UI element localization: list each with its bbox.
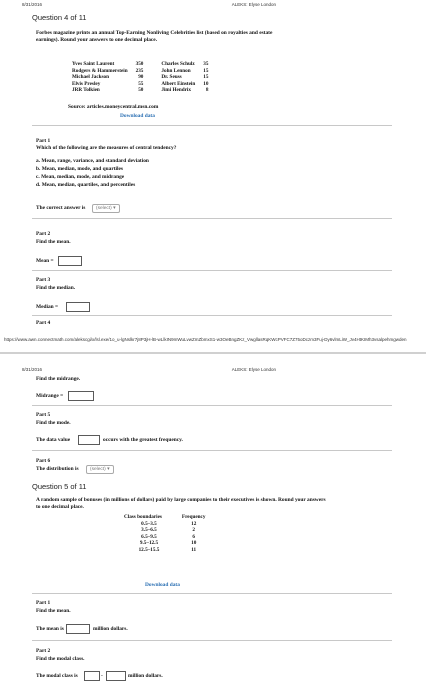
download-data-link[interactable]: Download data — [145, 582, 180, 588]
table-row: 0.5–3.5 12 — [141, 520, 197, 527]
q5-part-1-question: Find the mean. — [36, 608, 71, 614]
divider — [32, 405, 392, 406]
modal-class-upper-input[interactable] — [106, 671, 126, 681]
correct-answer-select[interactable]: (select) ▾ — [92, 204, 120, 213]
download-data-link[interactable]: Download data — [120, 113, 155, 119]
option-b: b. Mean, median, mode, and quartiles — [36, 166, 124, 172]
mean-input[interactable] — [58, 256, 82, 266]
q5-mean-input[interactable] — [66, 624, 90, 634]
median-input[interactable] — [66, 302, 90, 312]
question-5-intro: A random sample of bonuses (in millions of dollars) paid by large companies to their executives is shown. Round your answers to one decimal place. — [36, 497, 326, 510]
part-1-title: Part 1 — [36, 138, 51, 144]
table-row: Elvis Presley 55 Albert Einstein 10 — [72, 80, 209, 87]
modal-class-dash: - — [101, 673, 103, 679]
divider — [32, 593, 392, 594]
q5-part-2-title: Part 2 — [36, 648, 51, 654]
table-source: Source: articles.moneycentral.msn.com — [68, 104, 159, 110]
page2-app-title: ALEKS: Elyse London — [231, 367, 276, 372]
question-4-title: Question 4 of 11 — [32, 13, 87, 22]
part-2-title: Part 2 — [36, 231, 51, 237]
mean-label: Mean = — [36, 258, 54, 264]
mean-is-label: The mean is — [36, 626, 64, 632]
divider — [32, 270, 392, 271]
page-separator — [0, 352, 426, 354]
distribution-select[interactable]: (select) ▾ — [86, 465, 114, 474]
part-1-question: Which of the following are the measures of central tendency? — [36, 145, 177, 151]
table-row: 12.5–15.5 11 — [138, 546, 197, 553]
option-c: c. Mean, median, mode, and midrange — [36, 174, 125, 180]
modal-class-label: The modal class is — [36, 673, 78, 679]
celebrity-table — [68, 61, 212, 94]
q5-part-1-title: Part 1 — [36, 600, 51, 606]
option-d: d. Mean, median, quartiles, and percentiles — [36, 182, 136, 188]
table-row: 6.5–9.5 6 — [141, 533, 195, 540]
midrange-label: Midrange = — [36, 393, 64, 399]
divider — [32, 640, 392, 641]
question-4-intro: Forbes magazine prints an annual Top-Earning Nonliving Celebrities list (based on royalties and estate earnings). Round your answers to one decimal place. — [36, 30, 273, 43]
divider — [32, 218, 392, 219]
divider — [32, 125, 392, 126]
q5-part-2-question: Find the modal class. — [36, 656, 85, 662]
page1-url-footer: https://www.awn.connectmath.com/alekscgi/x/lsl.exe/1o_u-lgNslkr7j8P3jH-lB-wLlkIN9mWuLvwZmZbmxS1-w3OeBngZKz_VwgllasRqKWcPVFC7Z75oDczm3Fuj-Dy6vlmLiW_Jv4HtKIMh3vsalpehmgwden — [4, 337, 407, 342]
table-row: 9.5–12.5 10 — [139, 540, 197, 547]
chevron-down-icon: ▾ — [113, 206, 116, 211]
correct-answer-label: The correct answer is — [36, 205, 86, 211]
part-4-title: Part 4 — [36, 320, 51, 326]
chevron-down-icon: ▾ — [107, 467, 110, 472]
divider — [32, 450, 392, 451]
page2-header — [0, 365, 426, 375]
page1-header — [0, 0, 426, 10]
median-label: Median = — [36, 304, 59, 310]
divider — [32, 315, 392, 316]
part-6-title: Part 6 — [36, 458, 51, 464]
part-5-title: Part 5 — [36, 412, 51, 418]
data-value-label: The data value — [36, 437, 71, 443]
data-value-suffix: occurs with the greatest frequency. — [103, 437, 183, 443]
col-header-class-boundaries: Class boundaries — [124, 514, 162, 520]
modal-suffix: million dollars. — [128, 673, 163, 679]
table-row: Michael Jackson 90 Dr. Seuss 15 — [72, 74, 209, 81]
table-row: Rodgers & Hammerstein 235 John Lennon 15 — [72, 67, 209, 74]
page1-app-title: ALEKS: Elyse London — [231, 2, 276, 7]
midrange-input[interactable] — [68, 391, 94, 401]
part-3-title: Part 3 — [36, 277, 51, 283]
part-3-question: Find the median. — [36, 285, 76, 291]
page1-date: 8/31/2016 — [22, 2, 43, 7]
part-4-question: Find the midrange. — [36, 376, 81, 382]
part-5-question: Find the mode. — [36, 420, 71, 426]
question-5-title: Question 5 of 11 — [32, 482, 87, 491]
mean-suffix: million dollars. — [93, 626, 128, 632]
bonus-frequency-table — [120, 514, 209, 554]
table-row: Yves Saint Laurent 350 Charles Schulz 35 — [72, 61, 209, 67]
page2-date: 8/31/2016 — [22, 367, 43, 372]
distribution-label: The distribution is — [36, 466, 79, 472]
table-row: JRR Tolkien 50 Jimi Hendrix 8 — [72, 87, 209, 94]
table-row: 3.5–6.5 2 — [141, 527, 195, 534]
option-a: a. Mean, range, variance, and standard deviation — [36, 158, 149, 164]
part-2-question: Find the mean. — [36, 239, 71, 245]
mode-input[interactable] — [78, 435, 100, 445]
modal-class-lower-input[interactable] — [84, 671, 100, 681]
col-header-frequency: Frequency — [181, 514, 206, 520]
